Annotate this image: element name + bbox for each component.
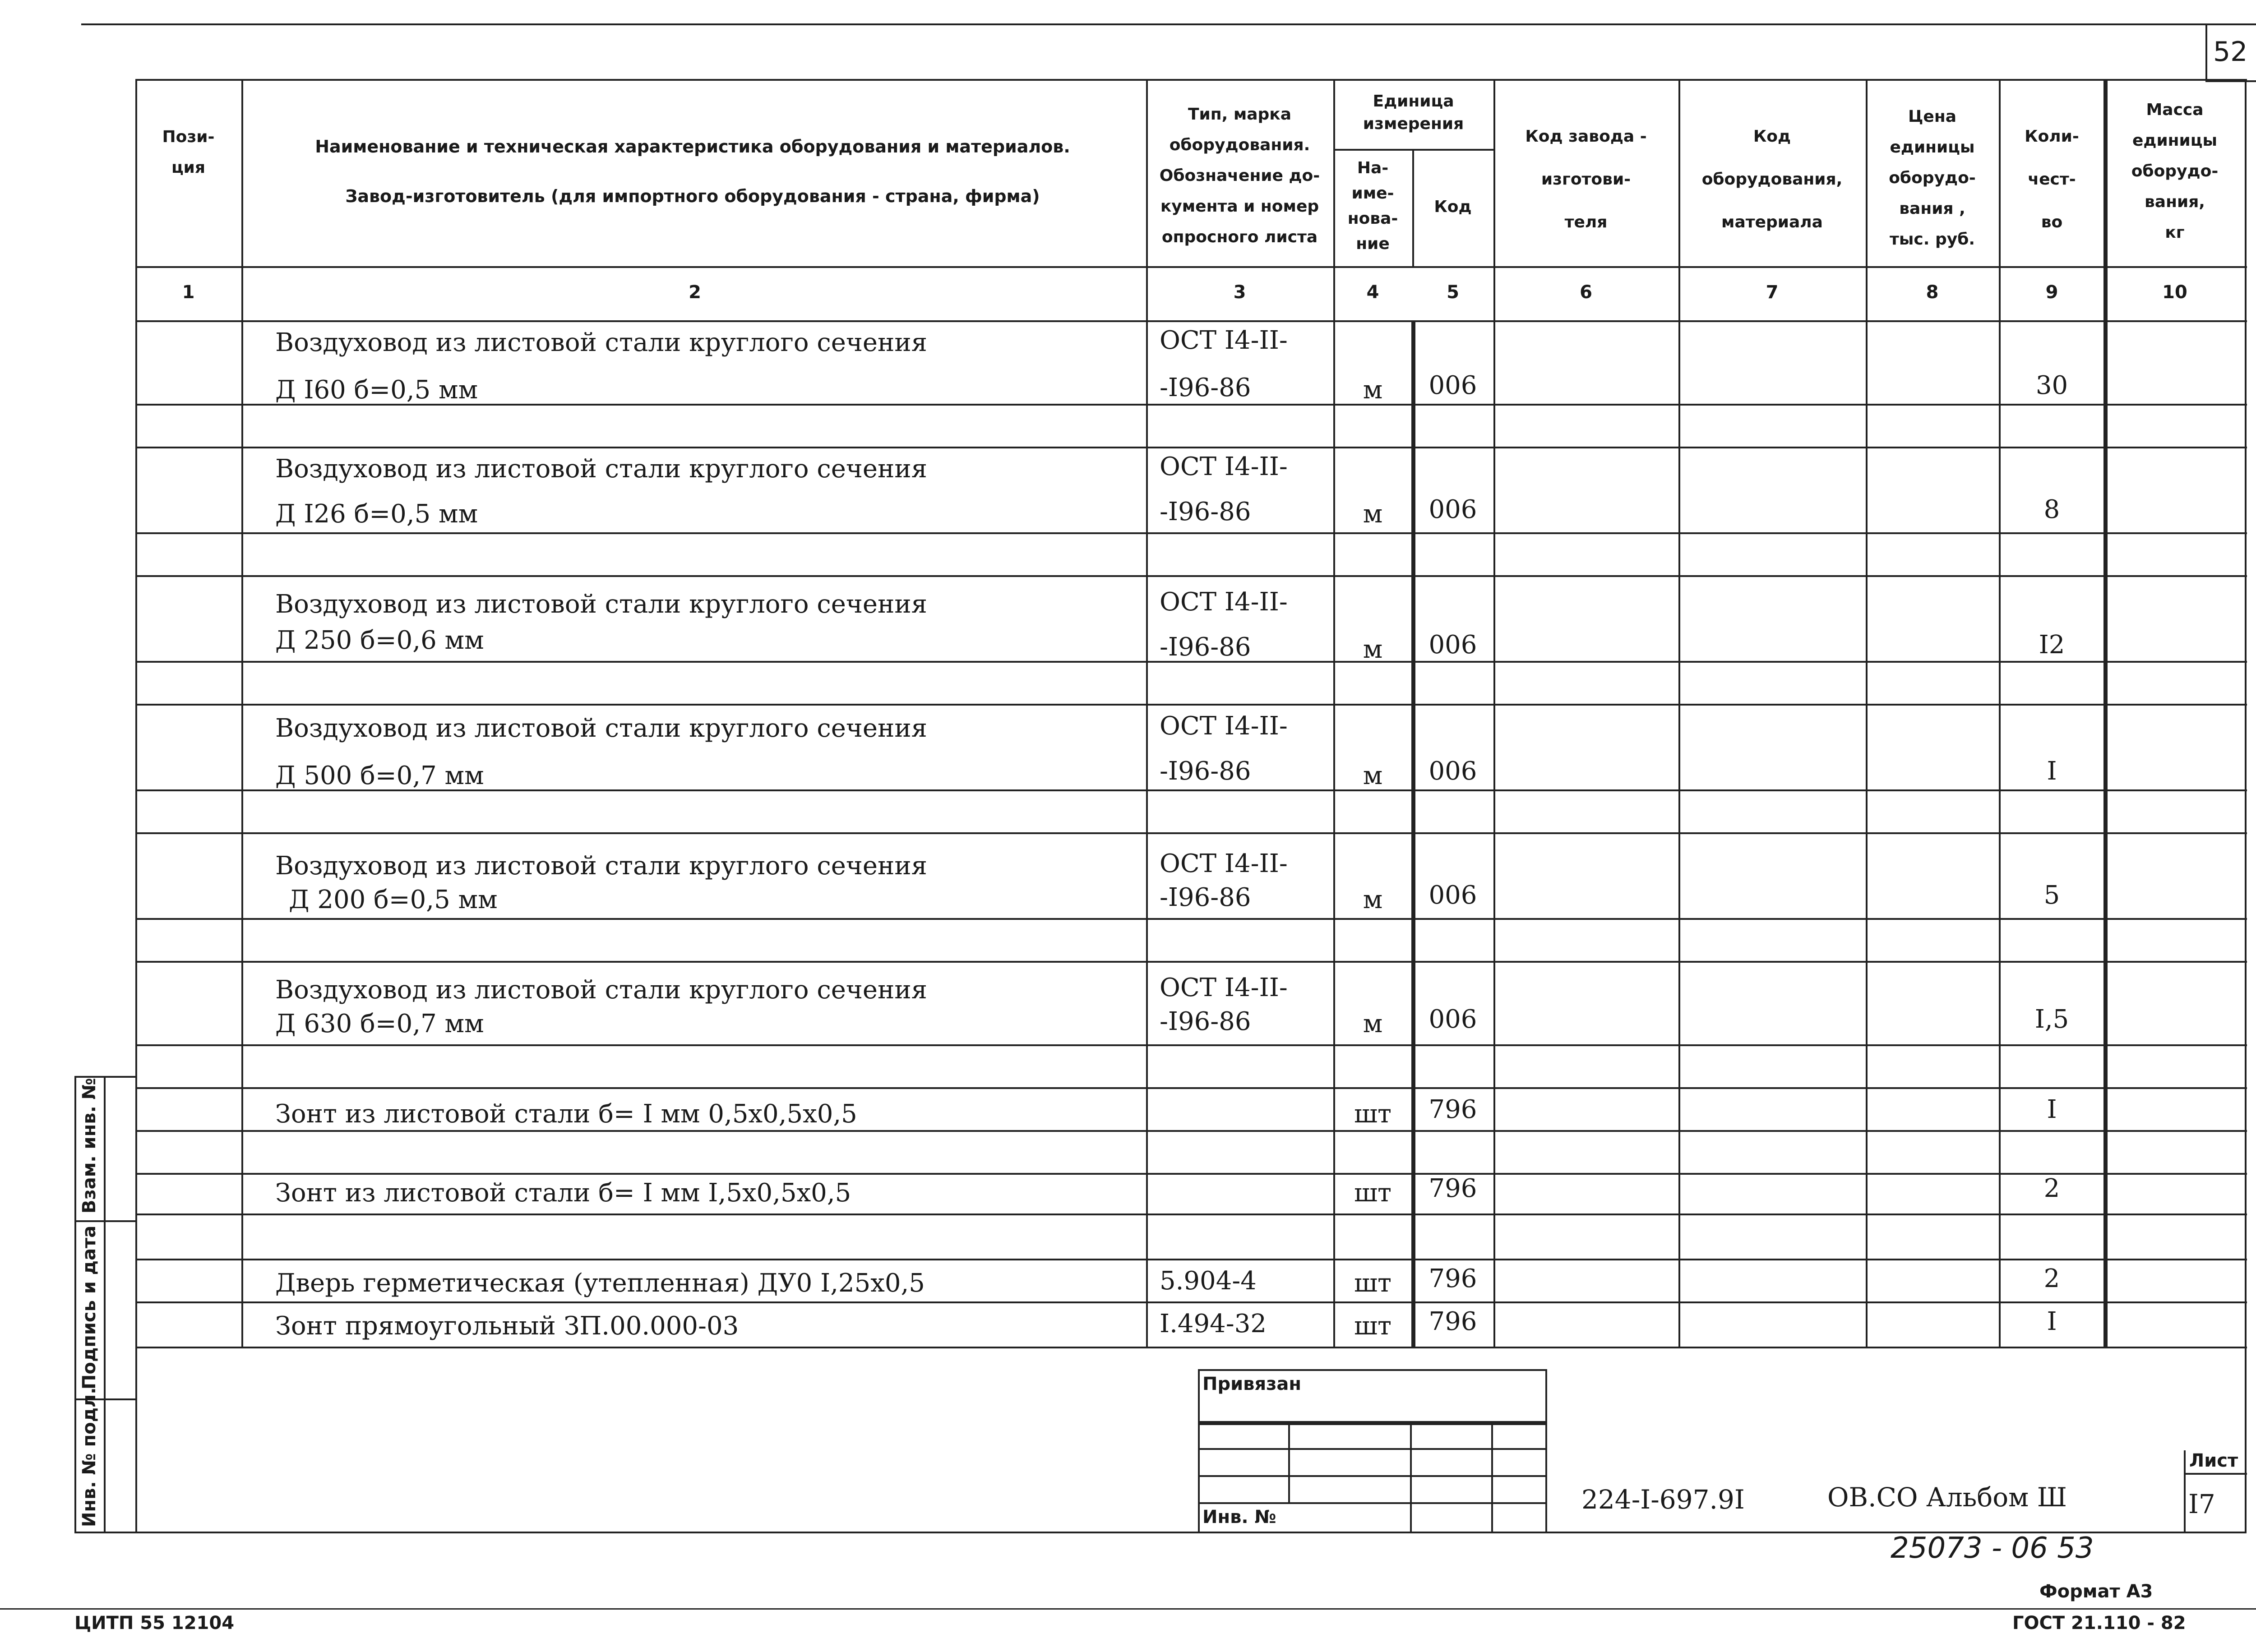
side-stamp-line — [74, 1220, 135, 1222]
item-doc: -I96-86 — [1160, 632, 1251, 662]
item-name: Зонт из листовой стали б= I мм I,5х0,5х0,5 — [275, 1178, 851, 1208]
row-line — [135, 1301, 2247, 1303]
stamp-line — [1198, 1421, 1545, 1425]
row-line — [135, 1173, 2247, 1175]
column-number: 9 — [2045, 282, 2058, 303]
item-code: 796 — [1428, 1174, 1477, 1203]
item-name: Воздуховод из листовой стали круглого сечения — [275, 975, 928, 1005]
sheet-box-left — [2184, 1450, 2186, 1532]
item-unit: шт — [1354, 1099, 1392, 1129]
stamp-col — [1410, 1421, 1412, 1532]
column-number: 2 — [689, 282, 701, 303]
item-unit: м — [1363, 885, 1383, 914]
item-doc: ОСТ I4-II- — [1160, 973, 1288, 1002]
item-name-size: Д I60 б=0,5 мм — [275, 375, 478, 405]
column-number: 6 — [1580, 282, 1592, 303]
item-qty: I,5 — [2034, 1005, 2069, 1034]
top-border — [81, 23, 2256, 25]
colnum-bottom-line — [135, 320, 2247, 322]
item-doc: ОСТ I4-II- — [1160, 452, 1288, 481]
item-doc: ОСТ I4-II- — [1160, 849, 1288, 878]
stamp-line — [1198, 1502, 1545, 1504]
column-number: 1 — [182, 282, 195, 303]
stamp-col — [1491, 1421, 1493, 1532]
column-number: 10 — [2162, 282, 2187, 303]
item-doc: ОСТ I4-II- — [1160, 711, 1288, 741]
item-name: Воздуховод из листовой стали круглого сечения — [275, 454, 928, 484]
col-line-2 — [1146, 79, 1148, 1347]
item-qty: I2 — [2039, 630, 2065, 660]
col-line-6 — [1678, 79, 1680, 1347]
item-code: 006 — [1428, 630, 1477, 660]
stamp-right-divider — [1545, 1369, 1547, 1532]
column-number: 5 — [1447, 282, 1459, 303]
item-code: 796 — [1428, 1264, 1477, 1293]
header-unit-group: Единица измерения — [1363, 92, 1464, 133]
side-label-podpis: Подпись и дата — [79, 1225, 100, 1389]
item-unit: м — [1363, 761, 1383, 790]
header-bottom-line — [135, 266, 2247, 268]
item-doc: -I96-86 — [1160, 1007, 1251, 1036]
row-line — [135, 704, 2247, 706]
side-label-inv: Инв. № подл. — [79, 1387, 100, 1527]
item-unit: шт — [1354, 1269, 1392, 1298]
item-name: Воздуховод из листовой стали круглого сечения — [275, 851, 928, 881]
col-line-7 — [1866, 79, 1868, 1347]
row-line — [135, 532, 2247, 534]
header-col4: На- име- нова- ние — [1347, 159, 1398, 253]
header-col2: Наименование и техническая характеристика оборудования и материалов. Завод-изготовитель (для импортного оборудования - страна, фирма) — [315, 137, 1070, 206]
item-name-size: Д 500 б=0,7 мм — [275, 761, 484, 790]
handwritten-number: 25073 - 06 53 — [1891, 1532, 2094, 1565]
item-name: Дверь герметическая (утепленная) ДУ0 I,25х0,5 — [275, 1269, 925, 1298]
row-line — [135, 447, 2247, 448]
item-name-size: Д 630 б=0,7 мм — [275, 1009, 484, 1038]
sheet-box-line — [2184, 1473, 2247, 1475]
side-stamp-left — [74, 1076, 76, 1532]
row-line — [135, 1130, 2247, 1132]
item-unit: шт — [1354, 1311, 1392, 1341]
row-line — [135, 832, 2247, 834]
row-line — [135, 961, 2247, 963]
row-line — [135, 918, 2247, 920]
item-unit: шт — [1354, 1178, 1392, 1208]
column-number: 3 — [1233, 282, 1246, 303]
item-name-size: Д I26 б=0,5 мм — [275, 499, 478, 529]
sheet-label: Лист — [2189, 1450, 2238, 1471]
header-col10: Масса единицы оборудо- вания, кг — [2131, 101, 2219, 242]
item-name-size: Д 200 б=0,5 мм — [289, 885, 498, 914]
header-col8: Цена единицы оборудо- вания , тыс. руб. — [1889, 107, 1976, 249]
item-code: 006 — [1428, 757, 1477, 786]
stamp-col — [1288, 1421, 1290, 1502]
item-unit: м — [1363, 499, 1383, 529]
header-col1: Пози- ция — [162, 128, 215, 177]
item-name-size: Д 250 б=0,6 мм — [275, 626, 484, 655]
column-number: 8 — [1926, 282, 1939, 303]
item-name: Воздуховод из листовой стали круглого сечения — [275, 328, 928, 357]
col-line-9 — [2103, 79, 2108, 1347]
item-name: Зонт из листовой стали б= I мм 0,5х0,5х0,5 — [275, 1099, 857, 1129]
stamp-line — [1198, 1475, 1545, 1477]
gost-label: ГОСТ 21.110 - 82 — [2012, 1613, 2186, 1634]
item-doc: 5.904-4 — [1160, 1266, 1257, 1296]
page-number-box-left — [2205, 23, 2207, 82]
item-qty: 2 — [2043, 1174, 2060, 1203]
item-code: 006 — [1428, 881, 1477, 910]
item-name: Зонт прямоугольный ЗП.00.000-03 — [275, 1311, 739, 1341]
frame-top — [135, 79, 2247, 81]
header-col3: Тип, марка оборудования. Обозначение до- кумента и номер опросного листа — [1159, 105, 1320, 246]
citp-label: ЦИТП 55 12104 — [74, 1613, 235, 1634]
table-end-line — [135, 1347, 2247, 1348]
row-line — [135, 1259, 2247, 1260]
row-line — [135, 1044, 2247, 1046]
item-code: 006 — [1428, 495, 1477, 524]
item-qty: 30 — [2035, 371, 2068, 400]
item-doc: -I96-86 — [1160, 757, 1251, 786]
page-number: 52 — [2213, 36, 2248, 68]
col-line-5 — [1493, 79, 1495, 1347]
format-label: Формат А3 — [2039, 1581, 2153, 1602]
col-line-1 — [241, 79, 243, 1347]
item-qty: I — [2047, 757, 2057, 786]
item-qty: I — [2047, 1307, 2057, 1336]
header-col7: Код оборудования, материала — [1701, 127, 1843, 231]
header-col6: Код завода - изготови- теля — [1525, 127, 1647, 231]
stamp-privyazan: Привязан — [1202, 1374, 1302, 1394]
item-code: 796 — [1428, 1095, 1477, 1124]
col-line-8 — [1999, 79, 2001, 1347]
item-doc: -I96-86 — [1160, 373, 1251, 402]
item-name: Воздуховод из листовой стали круглого сечения — [275, 590, 928, 619]
header-col5: Код — [1434, 198, 1472, 216]
item-qty: 5 — [2043, 881, 2060, 910]
sheet-number: I7 — [2188, 1489, 2215, 1519]
item-qty: 2 — [2043, 1264, 2060, 1293]
item-unit: м — [1363, 375, 1383, 405]
item-code: 006 — [1428, 371, 1477, 400]
stamp-top — [1198, 1369, 1545, 1371]
stamp-inv-no: Инв. № — [1202, 1507, 1276, 1527]
item-unit: м — [1363, 1009, 1383, 1038]
side-stamp-divider — [104, 1076, 106, 1532]
item-name: Воздуховод из листовой стали круглого сечения — [275, 714, 928, 743]
item-doc: ОСТ I4-II- — [1160, 587, 1288, 617]
item-doc: I.494-32 — [1160, 1309, 1267, 1338]
document-designation: 224-I-697.9I — [1581, 1484, 1745, 1515]
column-number: 7 — [1766, 282, 1779, 303]
item-qty: 8 — [2043, 495, 2060, 524]
side-label-vzam: Взам. инв. № — [79, 1078, 100, 1214]
stamp-left — [1198, 1369, 1200, 1532]
row-line — [135, 1214, 2247, 1215]
item-doc: -I96-86 — [1160, 883, 1251, 912]
item-doc: -I96-86 — [1160, 497, 1251, 526]
page-bottom-line — [0, 1608, 2256, 1610]
col-line-3 — [1333, 79, 1335, 1347]
column-number: 4 — [1366, 282, 1379, 303]
item-code: 796 — [1428, 1307, 1477, 1336]
row-line — [135, 1087, 2247, 1089]
item-unit: м — [1363, 635, 1383, 664]
item-qty: I — [2047, 1095, 2057, 1124]
item-doc: ОСТ I4-II- — [1160, 326, 1288, 355]
document-section: ОВ.СО Альбом Ш — [1827, 1482, 2067, 1513]
stamp-line — [1198, 1448, 1545, 1450]
header-col9: Коли- чест- во — [2025, 127, 2079, 231]
frame-right — [2245, 79, 2247, 1532]
item-code: 006 — [1428, 1005, 1477, 1034]
row-line — [135, 575, 2247, 577]
